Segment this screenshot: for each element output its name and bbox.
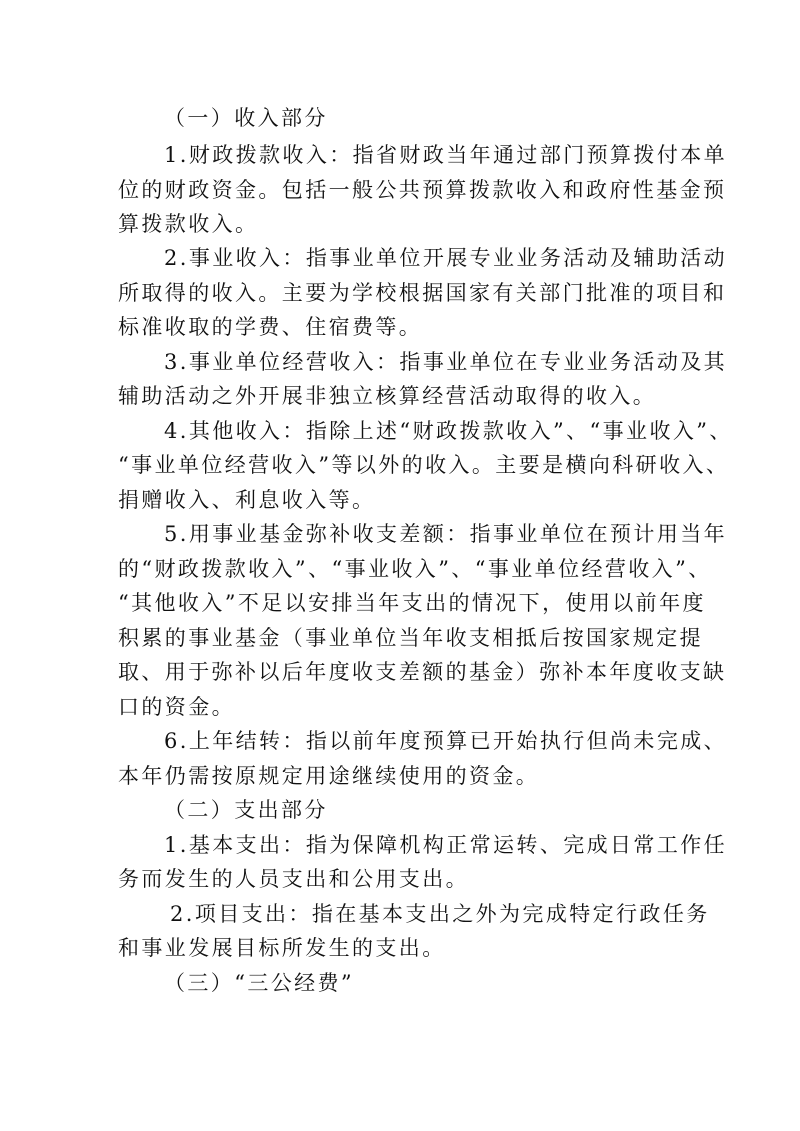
paragraph-line: “其他收入”不足以安排当年支出的情况下，使用以前年度 (118, 591, 706, 615)
paragraph-line: 口的资金。 (118, 695, 235, 719)
section-heading-expenditure: （二）支出部分 (164, 798, 328, 822)
paragraph-line: 1.基本支出：指为保障机构正常运转、完成日常工作任 (164, 833, 728, 857)
paragraph-line: 位的财政资金。包括一般公共预算拨款收入和政府性基金预 (118, 178, 727, 202)
paragraph-line: 3.事业单位经营收入：指事业单位在专业业务活动及其 (164, 350, 728, 374)
paragraph-line: 算拨款收入。 (118, 212, 259, 236)
section-heading-three-public-expenses: （三）“三公经费” (164, 971, 355, 995)
paragraph-line: 辅助活动之外开展非独立核算经营活动取得的收入。 (118, 384, 657, 408)
paragraph-line: 标准收取的学费、住宿费等。 (118, 315, 423, 339)
paragraph-line: 捐赠收入、利息收入等。 (118, 488, 376, 512)
section-heading-income: （一）收入部分 (164, 106, 328, 130)
paragraph-line: 5.用事业基金弥补收支差额：指事业单位在预计用当年 (164, 522, 728, 546)
paragraph-line: 1.财政拨款收入：指省财政当年通过部门预算拨付本单 (164, 143, 728, 167)
paragraph-line: 务而发生的人员支出和公用支出。 (118, 867, 469, 891)
paragraph-line: 和事业发展目标所发生的支出。 (118, 936, 446, 960)
paragraph-line: 积累的事业基金（事业单位当年收支相抵后按国家规定提 (118, 626, 703, 650)
paragraph-line: 本年仍需按原规定用途继续使用的资金。 (118, 764, 540, 788)
paragraph-line: 2.事业收入：指事业单位开展专业业务活动及辅助活动 (164, 246, 728, 270)
paragraph-line: 取、用于弥补以后年度收支差额的基金）弥补本年度收支缺 (118, 660, 727, 684)
paragraph-line: “事业单位经营收入”等以外的收入。主要是横向科研收入、 (118, 453, 730, 477)
paragraph-line: 所取得的收入。主要为学校根据国家有关部门批准的项目和 (118, 281, 727, 305)
paragraph-line: 6.上年结转：指以前年度预算已开始执行但尚未完成、 (164, 729, 728, 753)
paragraph-line: 2.项目支出：指在基本支出之外为完成特定行政任务 (170, 902, 710, 926)
paragraph-line: 4.其他收入：指除上述“财政拨款收入”、“事业收入”、 (164, 419, 733, 443)
paragraph-line: 的“财政拨款收入”、“事业收入”、“事业单位经营收入”、 (118, 557, 712, 581)
